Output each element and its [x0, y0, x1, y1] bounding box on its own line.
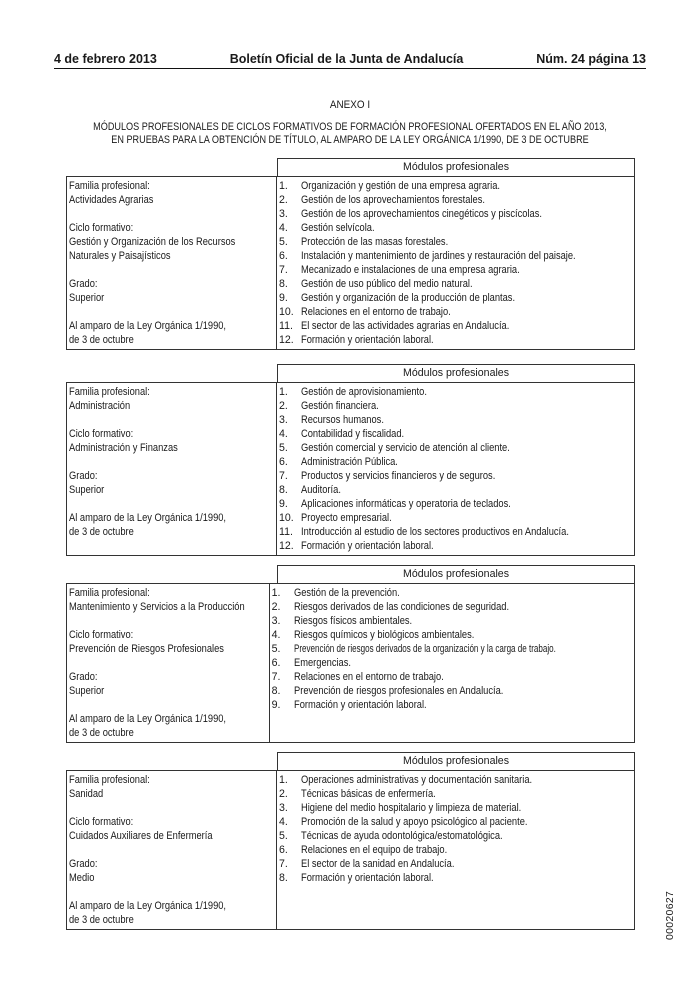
- module-item: [279, 469, 634, 483]
- module-item: [272, 670, 639, 684]
- module-name: Formación y orientación laboral.: [301, 540, 434, 552]
- modules-list: [277, 383, 634, 555]
- module-item: [279, 871, 634, 885]
- module-number: 7.: [271, 671, 281, 683]
- module-item: [279, 801, 634, 815]
- modules-list: [277, 771, 634, 929]
- module-number: 5.: [279, 830, 288, 842]
- cycle-info-line: [69, 277, 276, 291]
- cycle-info-line: [69, 455, 276, 469]
- cycle-info-line: [69, 497, 276, 511]
- module-name: Aplicaciones informáticas y operatoria de teclados.: [301, 498, 511, 510]
- cycle-info-text: de 3 de octubre: [69, 334, 134, 346]
- module-number: 3.: [279, 414, 288, 426]
- module-item: [279, 333, 634, 347]
- module-number: 6.: [279, 250, 288, 262]
- module-name: Formación y orientación laboral.: [301, 872, 434, 884]
- module-name: Gestión selvícola.: [301, 222, 375, 234]
- cycle-info-line: [69, 871, 276, 885]
- module-item: [279, 885, 634, 899]
- cycle-info-line: [69, 698, 269, 712]
- cycle-info-text: Grado:: [69, 470, 98, 482]
- module-number: 2.: [279, 400, 288, 412]
- module-item: [272, 656, 639, 670]
- cycle-info-text: Al amparo de la Ley Orgánica 1/1990,: [69, 713, 227, 725]
- modules-header: Módulos profesionales: [277, 565, 635, 584]
- cycle-info-line: [69, 642, 269, 656]
- module-number: 1.: [279, 180, 288, 192]
- cycle-info-text: Ciclo formativo:: [69, 428, 134, 440]
- module-number: 9.: [279, 498, 288, 510]
- cycle-info-text: Mantenimiento y Servicios a la Producción: [69, 601, 245, 613]
- module-number: 7.: [279, 470, 288, 482]
- module-item: [279, 483, 634, 497]
- module-number: 7.: [279, 264, 288, 276]
- module-name: Técnicas de ayuda odontológica/estomatológica.: [301, 830, 503, 842]
- module-name: Operaciones administrativas y documentación sanitaria.: [301, 774, 533, 786]
- cycle-info-line: [69, 207, 276, 221]
- module-item: [279, 511, 634, 525]
- cycle-info-text: Naturales y Paisajísticos: [69, 250, 171, 262]
- annex-title: ANEXO I: [329, 99, 371, 111]
- cycle-info-line: [69, 712, 269, 726]
- modules-list: [277, 177, 634, 349]
- cycle-info-line: [69, 670, 269, 684]
- table-body: [66, 382, 635, 556]
- cycle-info-line: [69, 291, 276, 305]
- module-name: Mecanizado e instalaciones de una empresa agraria.: [301, 264, 520, 276]
- module-item: [279, 207, 634, 221]
- cycle-info-text: Superior: [69, 484, 105, 496]
- module-name: Relaciones en el equipo de trabajo.: [301, 844, 448, 856]
- module-item: [279, 497, 634, 511]
- cycle-info-line: [69, 399, 276, 413]
- module-name: Relaciones en el entorno de trabajo.: [301, 306, 451, 318]
- module-name: Riesgos derivados de las condiciones de seguridad.: [293, 601, 509, 613]
- cycle-info-text: Ciclo formativo:: [69, 222, 134, 234]
- cycle-info-line: [69, 179, 276, 193]
- module-item: [279, 193, 634, 207]
- table-body: [66, 176, 635, 350]
- module-name: Gestión de aprovisionamiento.: [301, 386, 427, 398]
- page-header: [54, 48, 646, 69]
- module-item: [279, 539, 634, 553]
- cycle-info-text: Superior: [69, 292, 105, 304]
- module-name: Contabilidad y fiscalidad.: [301, 428, 405, 440]
- module-item: [279, 829, 634, 843]
- cycle-info-line: [69, 656, 269, 670]
- module-item: [272, 698, 639, 712]
- cycle-info-line: [69, 263, 276, 277]
- module-name: Formación y orientación laboral.: [293, 699, 427, 711]
- module-name: El sector de las actividades agrarias en Andalucía.: [301, 320, 510, 332]
- module-item: [279, 399, 634, 413]
- module-item: [272, 614, 639, 628]
- header-publication: Boletín Oficial de la Junta de Andalucía: [229, 52, 464, 66]
- module-name: Protección de las masas forestales.: [301, 236, 449, 248]
- module-name: Gestión financiera.: [301, 400, 379, 412]
- module-item: [279, 235, 634, 249]
- module-name: Proyecto empresarial.: [301, 512, 392, 524]
- cycle-info-line: [69, 525, 276, 539]
- cycle-info-line: [69, 600, 269, 614]
- cycle-info-text: de 3 de octubre: [69, 727, 134, 739]
- module-number: 1.: [279, 386, 288, 398]
- cycle-info-text: de 3 de octubre: [69, 526, 134, 538]
- module-item: [279, 221, 634, 235]
- module-name: Productos y servicios financieros y de seguros.: [301, 470, 496, 482]
- cycle-info-line: [69, 684, 269, 698]
- cycle-info-line: [69, 913, 276, 927]
- module-name: Introducción al estudio de los sectores productivos en Andalucía.: [301, 526, 569, 538]
- cycle-info-line: [69, 857, 276, 871]
- module-name: Gestión de uso público del medio natural.: [301, 278, 473, 290]
- cycle-info-text: Prevención de Riesgos Profesionales: [69, 643, 224, 655]
- module-number: 11.: [279, 320, 293, 332]
- module-item: [272, 600, 639, 614]
- cycle-info-text: Administración: [69, 400, 131, 412]
- cycle-info-text: Familia profesional:: [69, 386, 150, 398]
- module-number: 12.: [279, 334, 294, 346]
- cycle-info-line: [69, 249, 276, 263]
- module-number: 11.: [279, 526, 293, 538]
- cycle-info-text: Medio: [69, 872, 95, 884]
- module-number: 2.: [279, 788, 288, 800]
- cycle-info-text: Grado:: [69, 858, 98, 870]
- cycle-info-line: [69, 843, 276, 857]
- cycle-info-line: [69, 193, 276, 207]
- cycle-info-line: [69, 885, 276, 899]
- modules-header: Módulos profesionales: [277, 752, 635, 771]
- cycle-info-text: Sanidad: [69, 788, 104, 800]
- module-item: [279, 291, 634, 305]
- module-name: Organización y gestión de una empresa agraria.: [301, 180, 501, 192]
- cycle-info-line: [69, 539, 276, 553]
- cycle-info-line: [69, 319, 276, 333]
- module-item: [279, 319, 634, 333]
- module-name: Emergencias.: [293, 657, 351, 669]
- cycle-info-text: Familia profesional:: [69, 180, 150, 192]
- module-number: 4.: [279, 428, 288, 440]
- module-number: 7.: [279, 858, 288, 870]
- module-name: Técnicas básicas de enfermería.: [301, 788, 436, 800]
- module-number: 4.: [279, 816, 288, 828]
- module-number: 2.: [279, 194, 288, 206]
- module-name: Formación y orientación laboral.: [301, 334, 434, 346]
- cycle-info-text: Familia profesional:: [69, 774, 150, 786]
- cycle-info-text: Ciclo formativo:: [69, 816, 134, 828]
- cycle-info: [67, 584, 270, 742]
- module-number: 8.: [279, 484, 288, 496]
- module-name: Relaciones en el entorno de trabajo.: [293, 671, 444, 683]
- module-item: [279, 913, 634, 927]
- module-number: 9.: [271, 699, 281, 711]
- table-body: [66, 770, 635, 930]
- module-number: 10.: [279, 512, 294, 524]
- cycle-info: [67, 383, 277, 555]
- cycle-info: [67, 177, 277, 349]
- module-name: Gestión y organización de la producción de plantas.: [301, 292, 516, 304]
- module-number: 8.: [271, 685, 281, 697]
- modules-header: Módulos profesionales: [277, 158, 635, 177]
- module-name: Riesgos físicos ambientales.: [293, 615, 412, 627]
- module-number: 1.: [279, 774, 288, 786]
- cycle-info-line: [69, 829, 276, 843]
- cycle-info-text: Grado:: [69, 278, 98, 290]
- cycle-info-text: Administración y Finanzas: [69, 442, 178, 454]
- module-item: [272, 684, 639, 698]
- module-item: [279, 815, 634, 829]
- cycle-info-text: Actividades Agrarias: [69, 194, 154, 206]
- module-name: Administración Pública.: [301, 456, 398, 468]
- module-number: 3.: [279, 802, 288, 814]
- cycle-info-text: Ciclo formativo:: [69, 629, 134, 641]
- modules-list: [270, 584, 639, 742]
- cycle-info-text: Grado:: [69, 671, 98, 683]
- module-item: [279, 263, 634, 277]
- cycle-info-line: [69, 385, 276, 399]
- module-number: 3.: [271, 615, 281, 627]
- subtitle-line-1: MÓDULOS PROFESIONALES DE CICLOS FORMATIVOS DE FORMACIÓN PROFESIONAL OFERTADOS EN EL AÑO 2013,: [93, 121, 607, 133]
- cycle-info-line: [69, 413, 276, 427]
- cycle-info-line: [69, 305, 276, 319]
- module-item: [279, 899, 634, 913]
- module-item: [279, 427, 634, 441]
- cycle-info-text: Al amparo de la Ley Orgánica 1/1990,: [69, 900, 227, 912]
- module-name: El sector de la sanidad en Andalucía.: [301, 858, 455, 870]
- cycle-info-line: [69, 614, 269, 628]
- module-number: 3.: [279, 208, 288, 220]
- cycle-info-line: [69, 469, 276, 483]
- cycle-info-text: Gestión y Organización de los Recursos: [69, 236, 236, 248]
- module-name: Recursos humanos.: [301, 414, 384, 426]
- module-name: Gestión de los aprovechamientos forestales.: [301, 194, 485, 206]
- module-name: Gestión comercial y servicio de atención al cliente.: [301, 442, 510, 454]
- subtitle-line-2: EN PRUEBAS PARA LA OBTENCIÓN DE TÍTULO, AL AMPARO DE LA LEY ORGÁNICA 1/1990, DE 3 DE OCTUBRE: [111, 134, 589, 146]
- module-number: 12.: [279, 540, 294, 552]
- module-item: [272, 726, 639, 740]
- module-item: [272, 642, 639, 656]
- module-name: Higiene del medio hospitalario y limpieza de material.: [301, 802, 522, 814]
- cycle-info-line: [69, 483, 276, 497]
- cycle-info-line: [69, 441, 276, 455]
- cycle-info-text: Superior: [69, 685, 105, 697]
- module-number: 9.: [279, 292, 288, 304]
- cycle-info-text: Al amparo de la Ley Orgánica 1/1990,: [69, 512, 227, 524]
- module-item: [279, 773, 634, 787]
- cycle-info-line: [69, 427, 276, 441]
- cycle-info-line: [69, 899, 276, 913]
- cycle-info-line: [69, 815, 276, 829]
- module-number: 5.: [271, 643, 281, 655]
- cycle-info-line: [69, 235, 276, 249]
- module-item: [279, 441, 634, 455]
- module-number: 4.: [271, 629, 281, 641]
- cycle-info-text: Cuidados Auxiliares de Enfermería: [69, 830, 213, 842]
- cycle-info-line: [69, 221, 276, 235]
- module-item: [272, 712, 639, 726]
- module-item: [279, 525, 634, 539]
- table-body: [66, 583, 635, 743]
- module-item: [279, 385, 634, 399]
- module-number: 5.: [279, 442, 288, 454]
- module-number: 1.: [271, 587, 281, 599]
- cycle-info-line: [69, 726, 269, 740]
- module-number: 10.: [279, 306, 294, 318]
- module-item: [279, 305, 634, 319]
- module-number: 2.: [271, 601, 281, 613]
- module-number: 6.: [271, 657, 281, 669]
- annex-subtitle: [83, 121, 616, 147]
- cycle-info-line: [69, 628, 269, 642]
- module-name: Instalación y mantenimiento de jardines y restauración del paisaje.: [301, 250, 576, 262]
- module-name: Gestión de la prevención.: [293, 587, 400, 599]
- module-item: [279, 857, 634, 871]
- module-name: Riesgos químicos y biológicos ambientales.: [293, 629, 474, 641]
- module-number: 8.: [279, 278, 288, 290]
- module-name: Auditoría.: [301, 484, 341, 496]
- cycle-info-text: Al amparo de la Ley Orgánica 1/1990,: [69, 320, 227, 332]
- module-item: [279, 277, 634, 291]
- cycle-info-line: [69, 333, 276, 347]
- cycle-info-line: [69, 586, 269, 600]
- module-item: [272, 628, 639, 642]
- module-name: Promoción de la salud y apoyo psicológico al paciente.: [301, 816, 528, 828]
- cycle-info-text: de 3 de octubre: [69, 914, 134, 926]
- module-name: Gestión de los aprovechamientos cinegéticos y piscícolas.: [301, 208, 542, 220]
- module-number: 4.: [279, 222, 288, 234]
- module-number: 8.: [279, 872, 288, 884]
- cycle-info-text: Familia profesional:: [69, 587, 150, 599]
- module-item: [279, 179, 634, 193]
- header-date: 4 de febrero 2013: [54, 52, 157, 66]
- module-item: [279, 843, 634, 857]
- document-code: 00020627: [664, 890, 676, 940]
- cycle-info-line: [69, 773, 276, 787]
- module-item: [272, 586, 639, 600]
- module-name: Prevención de riesgos derivados de la organización y la carga de trabajo.: [293, 643, 556, 655]
- module-number: 6.: [279, 456, 288, 468]
- cycle-info-line: [69, 511, 276, 525]
- module-number: 5.: [279, 236, 288, 248]
- modules-header: Módulos profesionales: [277, 364, 635, 383]
- cycle-info-line: [69, 787, 276, 801]
- cycle-info-line: [69, 801, 276, 815]
- module-item: [279, 455, 634, 469]
- module-name: Prevención de riesgos profesionales en Andalucía.: [293, 685, 504, 697]
- module-number: 6.: [279, 844, 288, 856]
- module-item: [279, 787, 634, 801]
- cycle-info: [67, 771, 277, 929]
- module-item: [279, 249, 634, 263]
- header-issue: Núm. 24 página 13: [536, 52, 646, 66]
- module-item: [279, 413, 634, 427]
